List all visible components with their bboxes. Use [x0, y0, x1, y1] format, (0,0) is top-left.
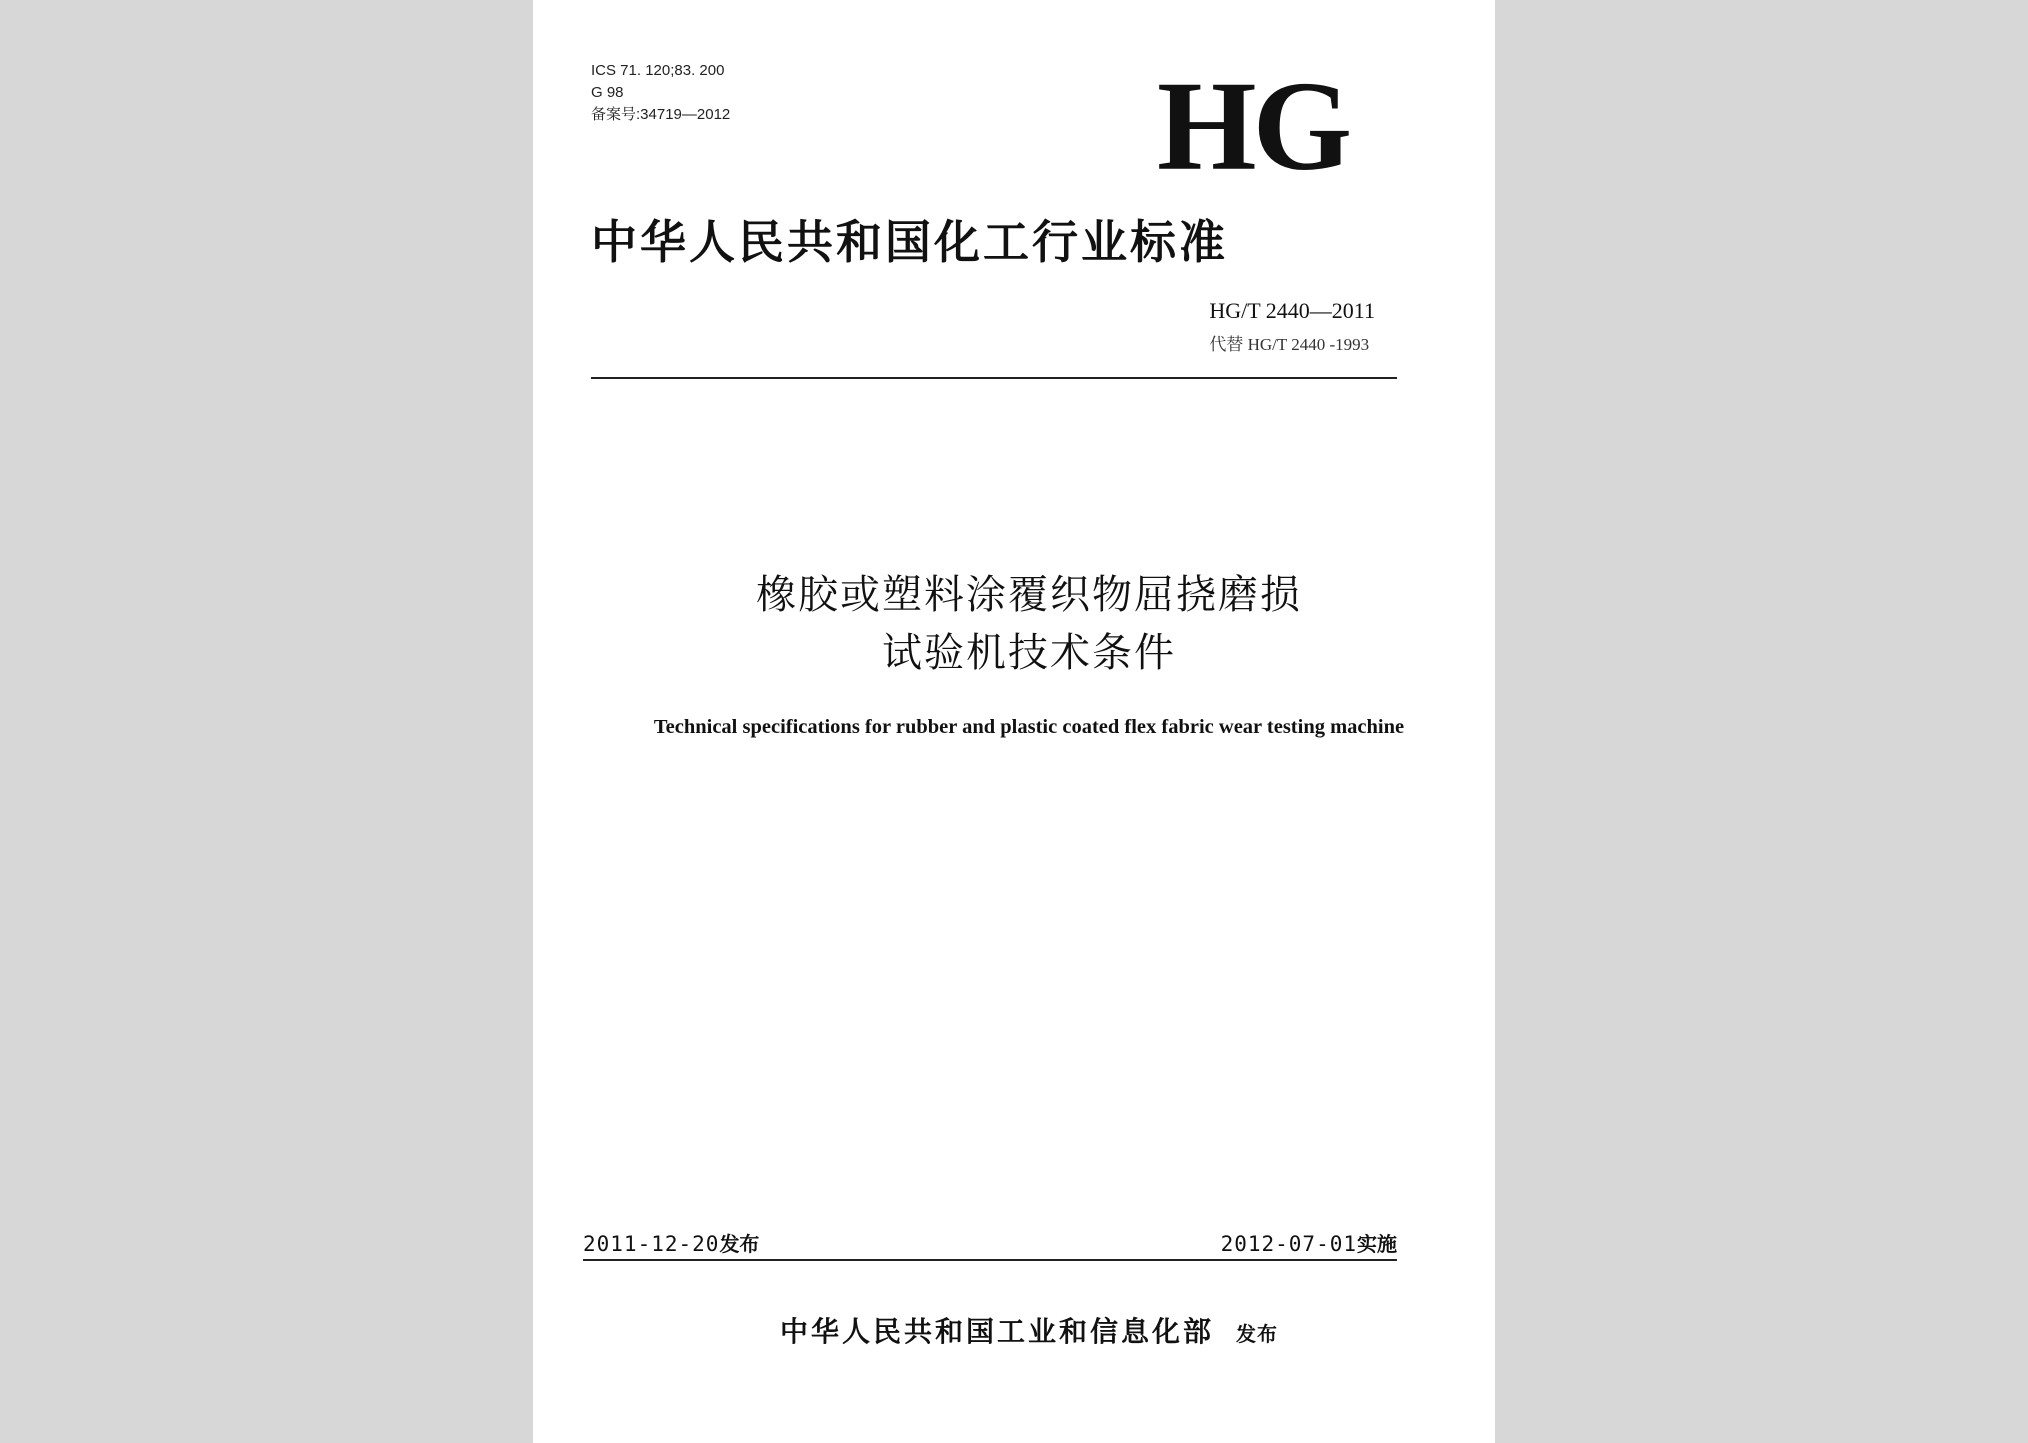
- top-divider: [591, 377, 1397, 379]
- publisher-name: 中华人民共和国工业和信息化部: [779, 1315, 1214, 1348]
- issue-label: 发布: [719, 1232, 760, 1256]
- standard-code-block: [1209, 298, 1375, 355]
- publisher: [533, 1310, 1525, 1350]
- hg-logo: HG: [1157, 55, 1349, 197]
- replaces-code: 代替 HG/T 2440 -1993: [1209, 335, 1370, 354]
- standard-code: HG/T 2440—2011: [1209, 298, 1375, 323]
- issue-info: [583, 1228, 759, 1257]
- bottom-divider: [583, 1259, 1397, 1261]
- dates-row: [583, 1228, 1397, 1257]
- effective-date: 2012-07-01: [1220, 1232, 1357, 1256]
- title-line-2: 试验机技术条件: [882, 630, 1176, 676]
- title-line-1: 橡胶或塑料涂覆织物屈挠磨损: [756, 572, 1302, 618]
- ics-code: ICS 71. 120;83. 200: [591, 62, 725, 79]
- document-page: [533, 0, 1495, 1443]
- standard-title: 中华人民共和国化工行业标准: [591, 215, 1228, 269]
- publisher-suffix: 发布: [1236, 1322, 1278, 1346]
- issue-date: 2011-12-20: [583, 1232, 720, 1256]
- document-title-en: Technical specifications for rubber and plastic coated flex fabric wear testing machine: [653, 716, 1405, 738]
- ccs-code: G 98: [591, 84, 624, 101]
- record-number: 备案号:34719—2012: [591, 106, 731, 123]
- classification-block: [591, 60, 730, 126]
- effective-info: [1221, 1228, 1397, 1257]
- document-title-cn: [533, 566, 1525, 682]
- effective-label: 实施: [1357, 1232, 1397, 1256]
